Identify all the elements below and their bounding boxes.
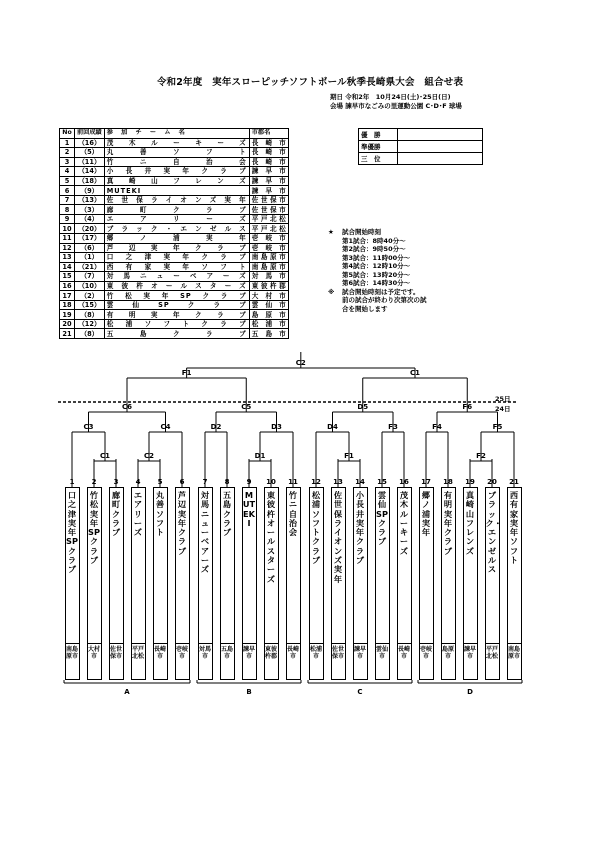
row-seed: （2） (75, 291, 105, 301)
bracket-team-location: 松浦市 (310, 643, 323, 679)
bracket-team-box (331, 487, 346, 680)
match-label-r-f3: F3 (388, 423, 398, 431)
row-seed: （18） (75, 176, 105, 186)
slot-number: 3 (113, 478, 119, 486)
star-mark: ★ (328, 228, 334, 236)
row-no: 6 (60, 186, 75, 196)
bracket-team-name: 松浦ソフトクラブ (311, 490, 321, 566)
bracket-team-name: 茂木ルーキーズ (399, 490, 409, 556)
row-team-name: 廊町クラブ (104, 205, 249, 215)
row-location: 長崎市 (249, 148, 288, 158)
row-location: 南島原市 (249, 253, 288, 263)
row-team-name: 真崎山フレンズ (104, 176, 249, 186)
row-location: 長崎市 (249, 157, 288, 167)
match-label-q2: C5 (241, 403, 252, 411)
row-seed: （14） (75, 167, 105, 177)
row-team-name: 対馬ニューベアーズ (104, 272, 249, 282)
slot-number: 7 (202, 478, 208, 486)
bracket-team-name: 対馬ニューベアーズ (200, 490, 210, 575)
row-seed: （8） (75, 310, 105, 320)
bracket-team-location: 諫早市 (243, 643, 256, 679)
result-label: 優 勝 (359, 129, 398, 141)
row-seed: （4） (75, 214, 105, 224)
bracket-team-box (87, 487, 102, 680)
bracket-team-name: 芦辺実年クラブ (177, 490, 187, 556)
bracket-team-name: 有明実年クラブ (443, 490, 453, 556)
bracket-team-box (65, 487, 80, 680)
bracket-team-name: 佐世保ライオンズ実年 (333, 490, 343, 584)
row-no: 12 (60, 243, 75, 253)
bracket-team-location: 壱岐市 (420, 643, 433, 679)
slot-number: 12 (311, 478, 321, 486)
row-no: 7 (60, 195, 75, 205)
match-label-p-c2: C2 (143, 452, 154, 460)
row-team-name: 竹ニ自治会 (104, 157, 249, 167)
row-team-name: 口之津実年クラブ (104, 253, 249, 263)
note-line-3: 合を開始します (342, 304, 388, 313)
note-line-2: 前の試合が終わり次第次の試 (342, 296, 427, 304)
row-seed: （7） (75, 272, 105, 282)
row-seed: （8） (75, 329, 105, 339)
bracket-team-box (397, 487, 412, 680)
row-location: 五島市 (249, 329, 288, 339)
bracket-team-location: 五島市 (221, 643, 234, 679)
bracket-team-location: 諫早市 (464, 643, 477, 679)
row-location: 対馬市 (249, 272, 288, 282)
row-no: 21 (60, 329, 75, 339)
row-team-name: 有明実年クラブ (104, 310, 249, 320)
row-seed: （5） (75, 148, 105, 158)
slot-number: 1 (69, 478, 75, 486)
row-team-name: 郷ノ浦実年 (104, 234, 249, 244)
bracket-team-location: 佐世保市 (332, 643, 345, 679)
row-team-name: 小長井実年クラブ (104, 167, 249, 177)
bracket-team-name: 竹松実年SPクラブ (88, 490, 100, 566)
match-label-q4: F6 (462, 403, 473, 411)
page-title: 令和2年度 実年スローピッチソフトボール秋季長崎県大会 組合せ表 (156, 77, 464, 88)
row-team-name: 五島クラブ (104, 329, 249, 339)
slot-number: 14 (355, 478, 365, 486)
row-location: 雲仙市 (249, 300, 288, 310)
row-no: 19 (60, 310, 75, 320)
slot-number: 2 (91, 478, 97, 486)
slot-number: 17 (421, 478, 431, 486)
row-no: 17 (60, 291, 75, 301)
date-line: 期日 令和2年 10月24日(土)･25日(日) (330, 93, 451, 101)
row-seed: （21） (75, 262, 105, 272)
row-team-name: 茂木ルーキーズ (104, 138, 249, 148)
bracket-team-box (463, 487, 478, 680)
header-no: No (60, 129, 75, 139)
slot-number: 11 (288, 478, 298, 486)
row-seed: （13） (75, 195, 105, 205)
bracket-team-name: 西有家実年ソフト (509, 490, 519, 566)
slot-number: 18 (443, 478, 453, 486)
header-team-name: 参 加 チ ー ム 名 (104, 129, 249, 139)
match-label-r-c4: C4 (160, 423, 171, 431)
day-24-label: 24日 (495, 405, 511, 413)
row-no: 11 (60, 234, 75, 244)
row-no: 5 (60, 176, 75, 186)
row-seed: （9） (75, 186, 105, 196)
row-location: 壱岐市 (249, 234, 288, 244)
row-no: 8 (60, 205, 75, 215)
slot-number: 16 (399, 478, 409, 486)
bracket-team-name: 竹ニ自治会 (288, 490, 298, 538)
group-label: D (467, 688, 473, 696)
venue-line: 会場 諫早市なごみの里運動公園 C･D･F 球場 (330, 102, 462, 110)
bracket-team-name: エアリーズ (133, 490, 143, 538)
match-label-r-d4: D4 (327, 423, 338, 431)
bracket-team-location: 壱岐市 (176, 643, 189, 679)
bracket-team-box (441, 487, 456, 680)
bracket-team-box (375, 487, 390, 680)
row-seed: （12） (75, 319, 105, 329)
bracket-team-box (309, 487, 324, 680)
row-team-name: 雲仙SPクラブ (104, 300, 249, 310)
row-team-name: 芦辺実年クラブ (104, 243, 249, 253)
row-location: 南島原市 (249, 262, 288, 272)
row-team-name: エアリーズ (104, 214, 249, 224)
bracket-team-box (220, 487, 235, 680)
bracket-team-box (175, 487, 190, 680)
slot-number: 8 (224, 478, 230, 486)
row-location: 平戸北松 (249, 224, 288, 234)
bracket-team-name: 東彼杵オールスターズ (266, 490, 276, 584)
row-no: 10 (60, 224, 75, 234)
group-label: B (246, 688, 252, 696)
bracket-team-location: 諫早市 (354, 643, 367, 679)
row-no: 20 (60, 319, 75, 329)
match-label-p-c1: C1 (99, 452, 110, 460)
match-label-r-d3: D3 (271, 423, 282, 431)
row-no: 18 (60, 300, 75, 310)
header-seed: 前回成績 (75, 129, 105, 139)
bracket-team-box (198, 487, 213, 680)
bracket-team-location: 南島原市 (66, 643, 79, 679)
match-label-q1: C6 (121, 403, 132, 411)
slot-number: 6 (179, 478, 185, 486)
slot-number: 4 (135, 478, 141, 486)
bracket-team-box (485, 487, 500, 680)
bracket-team-box (353, 487, 368, 680)
row-seed: （20） (75, 224, 105, 234)
slot-number: 9 (246, 478, 252, 486)
row-seed: （16） (75, 138, 105, 148)
slot-number: 15 (377, 478, 387, 486)
match-label-r-c3: C3 (83, 423, 94, 431)
game-time: 第2試合：9時50分～ (342, 245, 406, 253)
notes-heading: 試合開始時刻 (342, 228, 381, 236)
row-location: 平戸北松 (249, 214, 288, 224)
bracket-team-box (507, 487, 522, 680)
result-label: 三 位 (359, 153, 398, 165)
game-time: 第1試合：8時40分～ (342, 236, 406, 245)
row-location: 諫早市 (249, 186, 288, 196)
row-no: 4 (60, 167, 75, 177)
row-seed: （11） (75, 157, 105, 167)
day-25-label: 25日 (495, 395, 511, 403)
row-seed: （15） (75, 300, 105, 310)
row-team-name: 竹松実年SPクラブ (104, 291, 249, 301)
header-location: 市郡名 (249, 129, 288, 139)
row-team-name: 丸善ソフト (104, 148, 249, 158)
bracket-team-box (419, 487, 434, 680)
match-label-p-f2: F2 (476, 452, 486, 460)
row-no: 2 (60, 148, 75, 158)
bracket-team-location: 平戸北松 (486, 643, 499, 679)
bracket-team-name: 五島クラブ (222, 490, 232, 538)
result-label: 準優勝 (359, 141, 398, 153)
match-label-semi-right: C1 (409, 369, 420, 377)
row-no: 3 (60, 157, 75, 167)
bracket-team-box (109, 487, 124, 680)
row-no: 1 (60, 138, 75, 148)
row-team-name: 佐世保ライオンズ実年 (104, 195, 249, 205)
bracket-team-box (264, 487, 279, 680)
asterisk-mark: ※ (328, 287, 335, 296)
row-no: 14 (60, 262, 75, 272)
group-label: C (357, 688, 363, 696)
bracket-team-name: 雲仙SPクラブ (376, 490, 388, 547)
slot-number: 19 (465, 478, 475, 486)
row-no: 16 (60, 281, 75, 291)
match-label-q3: D5 (357, 403, 369, 411)
row-team-name: 西有家実年ソフト (104, 262, 249, 272)
match-label-semi-left: F1 (181, 369, 192, 377)
game-time: 第6試合：14時30分～ (342, 279, 411, 287)
row-location: 諫早市 (249, 167, 288, 177)
game-time: 第4試合：12時10分～ (342, 262, 411, 270)
match-label-r-f4: F4 (432, 423, 442, 431)
row-team-name: MUTEKI (104, 186, 249, 196)
match-label-final: C2 (295, 359, 306, 367)
row-no: 9 (60, 214, 75, 224)
row-location: 松浦市 (249, 319, 288, 329)
bracket-team-location: 雲仙市 (376, 643, 389, 679)
bracket-team-location: 長崎市 (398, 643, 411, 679)
slot-number: 13 (333, 478, 343, 486)
bracket-team-location: 島原市 (442, 643, 455, 679)
bracket-team-name: 真崎山フレンズ (465, 490, 475, 556)
slot-number: 5 (157, 478, 163, 486)
bracket-team-name: ブラック・エンゼルス (485, 490, 502, 575)
row-team-name: 松浦ソフトクラブ (104, 319, 249, 329)
row-location: 佐世保市 (249, 205, 288, 215)
row-seed: （17） (75, 234, 105, 244)
slot-number: 20 (487, 478, 497, 486)
bracket-team-box (286, 487, 301, 680)
bracket-team-name: 郷ノ浦実年 (421, 490, 431, 538)
bracket-team-box (242, 487, 257, 680)
row-location: 佐世保市 (249, 195, 288, 205)
row-no: 13 (60, 253, 75, 263)
game-time: 第5試合：13時20分～ (342, 270, 411, 279)
row-seed: （10） (75, 281, 105, 291)
bracket-team-location: 佐世保市 (110, 643, 123, 679)
bracket-team-name: 小長井実年クラブ (355, 490, 365, 566)
match-label-r-f5: F5 (492, 423, 503, 431)
slot-number: 21 (509, 478, 519, 486)
row-seed: （3） (75, 205, 105, 215)
row-location: 島原市 (249, 310, 288, 320)
game-time: 第3試合：11時00分～ (342, 253, 411, 262)
bracket-team-location: 対馬市 (199, 643, 212, 679)
bracket-team-name: 丸善ソフト (155, 490, 165, 538)
bracket-team-box (131, 487, 146, 680)
row-location: 壱岐市 (249, 243, 288, 253)
bracket-team-location: 南島原市 (508, 643, 521, 679)
bracket-team-name: MUTEKI (242, 490, 256, 528)
note-line-1: 試合開始時刻は予定です。 (342, 287, 420, 296)
bracket-team-location: 長崎市 (287, 643, 300, 679)
bracket-team-location: 大村市 (88, 643, 101, 679)
row-location: 諫早市 (249, 176, 288, 186)
bracket-team-location: 平戸北松 (132, 643, 145, 679)
bracket-team-box (153, 487, 168, 680)
match-label-p-f1: F1 (344, 452, 354, 460)
row-location: 長崎市 (249, 138, 288, 148)
row-location: 東彼杵郡 (249, 281, 288, 291)
bracket-team-location: 長崎市 (154, 643, 167, 679)
row-no: 15 (60, 272, 75, 282)
row-team-name: ブラック・エンゼルス (104, 224, 249, 234)
match-label-r-d2: D2 (210, 423, 222, 431)
bracket-team-name: 廊町クラブ (111, 490, 121, 538)
row-location: 大村市 (249, 291, 288, 301)
group-label: A (124, 688, 130, 696)
row-seed: （6） (75, 243, 105, 253)
slot-number: 10 (266, 478, 276, 486)
bracket-team-location: 東彼杵郡 (265, 643, 278, 679)
bracket-team-name: 口之津実年SPクラブ (66, 490, 78, 575)
row-team-name: 東彼杵オールスターズ (104, 281, 249, 291)
row-seed: （1） (75, 253, 105, 263)
match-label-p-d1: D1 (254, 452, 266, 460)
